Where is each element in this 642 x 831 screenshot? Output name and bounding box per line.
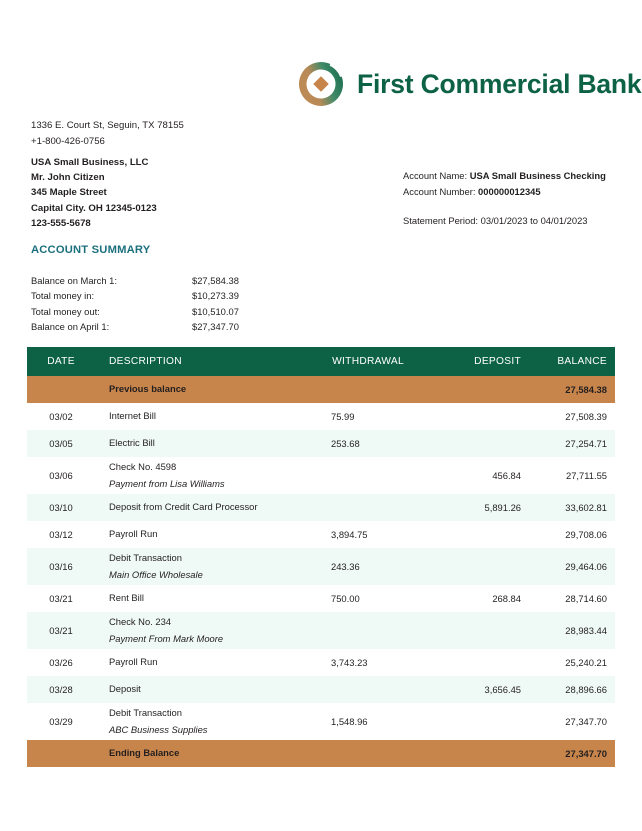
table-header xyxy=(27,347,615,376)
cell-description xyxy=(95,676,313,703)
cell-balance: 27,254.71 xyxy=(531,430,615,457)
cell-deposit: 3,656.45 xyxy=(441,676,531,703)
previous-balance-row-balance: 27,584.38 xyxy=(531,376,615,403)
table-row xyxy=(27,676,615,703)
customer-name: Mr. John Citizen xyxy=(31,172,105,184)
cell-date: 03/10 xyxy=(27,494,95,521)
description-text: Check No. 234 xyxy=(109,616,172,627)
summary-row xyxy=(31,273,301,288)
table-row xyxy=(27,612,615,649)
account-meta-block xyxy=(403,168,606,229)
previous-balance-row-date xyxy=(27,376,95,403)
table-row xyxy=(27,585,615,612)
cell-withdrawal xyxy=(313,457,441,494)
cell-withdrawal: 243.36 xyxy=(313,548,441,585)
description-memo: ABC Business Supplies xyxy=(109,723,208,735)
cell-deposit xyxy=(441,612,531,649)
cell-withdrawal: 750.00 xyxy=(313,585,441,612)
cell-deposit: 456.84 xyxy=(441,457,531,494)
cell-description xyxy=(95,403,313,430)
cell-balance: 28,714.60 xyxy=(531,585,615,612)
cell-description xyxy=(95,494,313,521)
table-row xyxy=(27,649,615,676)
account-name-row xyxy=(403,168,606,184)
cell-balance: 28,983.44 xyxy=(531,612,615,649)
summary-amount: $27,584.38 xyxy=(192,275,239,286)
cell-withdrawal: 3,894.75 xyxy=(313,521,441,548)
ending-balance-row-deposit xyxy=(441,740,531,767)
table-row xyxy=(27,403,615,430)
ending-balance-row-label: Ending Balance xyxy=(95,740,313,767)
summary-label: Balance on March 1: xyxy=(31,275,117,286)
description-text: Deposit xyxy=(109,683,141,695)
ending-balance-row xyxy=(27,740,615,767)
ending-balance-row-date xyxy=(27,740,95,767)
brand-header xyxy=(296,55,641,113)
cell-description xyxy=(95,612,313,649)
description-text: Internet Bill xyxy=(109,410,156,422)
summary-amount: $10,510.07 xyxy=(192,305,239,317)
cell-date: 03/28 xyxy=(27,676,95,703)
document-watermark xyxy=(404,768,614,812)
ending-balance-row-withdrawal xyxy=(313,740,441,767)
cell-deposit xyxy=(441,430,531,457)
description-text: Payroll Run xyxy=(109,656,158,668)
cell-balance: 27,508.39 xyxy=(531,403,615,430)
summary-label: Balance on April 1: xyxy=(31,321,110,333)
previous-balance-row xyxy=(27,376,615,403)
summary-amount: $27,347.70 xyxy=(192,321,239,333)
cell-date: 03/05 xyxy=(27,430,95,457)
description-text: Debit Transaction xyxy=(109,707,182,718)
column-header-balance: BALANCE xyxy=(531,347,615,376)
cell-description xyxy=(95,548,313,585)
circular-ring-diamond-logo-icon xyxy=(296,59,346,109)
customer-company: USA Small Business, LLC xyxy=(31,157,149,168)
account-number-label: Account Number: xyxy=(403,185,476,197)
table-row xyxy=(27,494,615,521)
summary-label: Total money out: xyxy=(31,305,100,317)
cell-balance: 29,708.06 xyxy=(531,521,615,548)
cell-description xyxy=(95,649,313,676)
cell-deposit: 268.84 xyxy=(441,585,531,612)
column-header-date: DATE xyxy=(27,347,95,376)
summary-label: Total money in: xyxy=(31,290,95,302)
cell-withdrawal xyxy=(313,612,441,649)
description-text: Check No. 4598 xyxy=(109,461,177,472)
description-text: Deposit from Credit Card Processor xyxy=(109,501,258,513)
ending-balance-row-balance: 27,347.70 xyxy=(531,740,615,767)
cell-withdrawal: 3,743.23 xyxy=(313,649,441,676)
bank-address xyxy=(31,118,184,149)
cell-withdrawal: 75.99 xyxy=(313,403,441,430)
account-name-label: Account Name: xyxy=(403,170,468,181)
customer-address-block xyxy=(31,155,157,231)
cell-description xyxy=(95,521,313,548)
summary-amount: $10,273.39 xyxy=(192,290,239,302)
column-header-withdrawal: WITHDRAWAL xyxy=(313,347,441,376)
table-row xyxy=(27,548,615,585)
cell-withdrawal xyxy=(313,494,441,521)
cell-date: 03/02 xyxy=(27,403,95,430)
statement-period: Statement Period: 03/01/2023 to 04/01/2023 xyxy=(403,215,588,226)
summary-row xyxy=(31,288,301,303)
cell-date: 03/06 xyxy=(27,457,95,494)
cell-date: 03/12 xyxy=(27,521,95,548)
column-header-deposit: DEPOSIT xyxy=(441,347,531,376)
description-text: Rent Bill xyxy=(109,592,144,604)
account-summary-title: ACCOUNT SUMMARY xyxy=(31,244,151,256)
description-memo: Main Office Wholesale xyxy=(109,568,203,580)
bank-address-line-1: 1336 E. Court St, Seguin, TX 78155 xyxy=(31,120,184,131)
summary-row xyxy=(31,319,301,334)
account-name-value: USA Small Business Checking xyxy=(469,170,606,181)
account-summary xyxy=(31,244,301,335)
cell-deposit xyxy=(441,403,531,430)
description-memo: Payment From Mark Moore xyxy=(109,632,224,644)
cell-date: 03/16 xyxy=(27,548,95,585)
transactions-body xyxy=(27,376,615,767)
customer-city-state-zip: Capital City. OH 12345-0123 xyxy=(31,202,157,214)
customer-phone: 123-555-5678 xyxy=(31,217,91,229)
cell-deposit xyxy=(441,548,531,585)
cell-date: 03/21 xyxy=(27,585,95,612)
cell-balance: 25,240.21 xyxy=(531,649,615,676)
cell-description xyxy=(95,585,313,612)
account-number-row xyxy=(403,184,606,200)
account-number-value: 000000012345 xyxy=(478,185,541,197)
summary-row xyxy=(31,304,301,319)
customer-street: 345 Maple Street xyxy=(31,187,107,199)
description-memo: Payment from Lisa Williams xyxy=(109,477,225,489)
bank-phone: +1-800-426-0756 xyxy=(31,135,105,147)
cell-deposit xyxy=(441,649,531,676)
cell-balance: 27,347.70 xyxy=(531,703,615,740)
cell-withdrawal: 1,548.96 xyxy=(313,703,441,740)
cell-deposit xyxy=(441,703,531,740)
table-row xyxy=(27,521,615,548)
cell-date: 03/29 xyxy=(27,703,95,740)
cell-description xyxy=(95,430,313,457)
cell-withdrawal: 253.68 xyxy=(313,430,441,457)
table-row xyxy=(27,430,615,457)
cell-description xyxy=(95,703,313,740)
column-header-description: DESCRIPTION xyxy=(95,347,313,376)
bank-name: First Commercial Bank xyxy=(357,68,642,99)
cell-date: 03/21 xyxy=(27,612,95,649)
cell-balance: 28,896.66 xyxy=(531,676,615,703)
cell-deposit xyxy=(441,521,531,548)
transactions-table xyxy=(27,347,615,767)
cell-balance: 29,464.06 xyxy=(531,548,615,585)
previous-balance-row-label: Previous balance xyxy=(95,376,313,403)
description-text: Debit Transaction xyxy=(109,552,182,563)
table-header-row xyxy=(27,347,615,376)
cell-balance: 33,602.81 xyxy=(531,494,615,521)
cell-deposit: 5,891.26 xyxy=(441,494,531,521)
cell-balance: 27,711.55 xyxy=(531,457,615,494)
cell-description xyxy=(95,457,313,494)
previous-balance-row-withdrawal xyxy=(313,376,441,403)
cell-withdrawal xyxy=(313,676,441,703)
previous-balance-row-deposit xyxy=(441,376,531,403)
table-row xyxy=(27,457,615,494)
description-text: Payroll Run xyxy=(109,528,158,540)
table-row xyxy=(27,703,615,740)
cell-date: 03/26 xyxy=(27,649,95,676)
description-text: Electric Bill xyxy=(109,437,155,449)
